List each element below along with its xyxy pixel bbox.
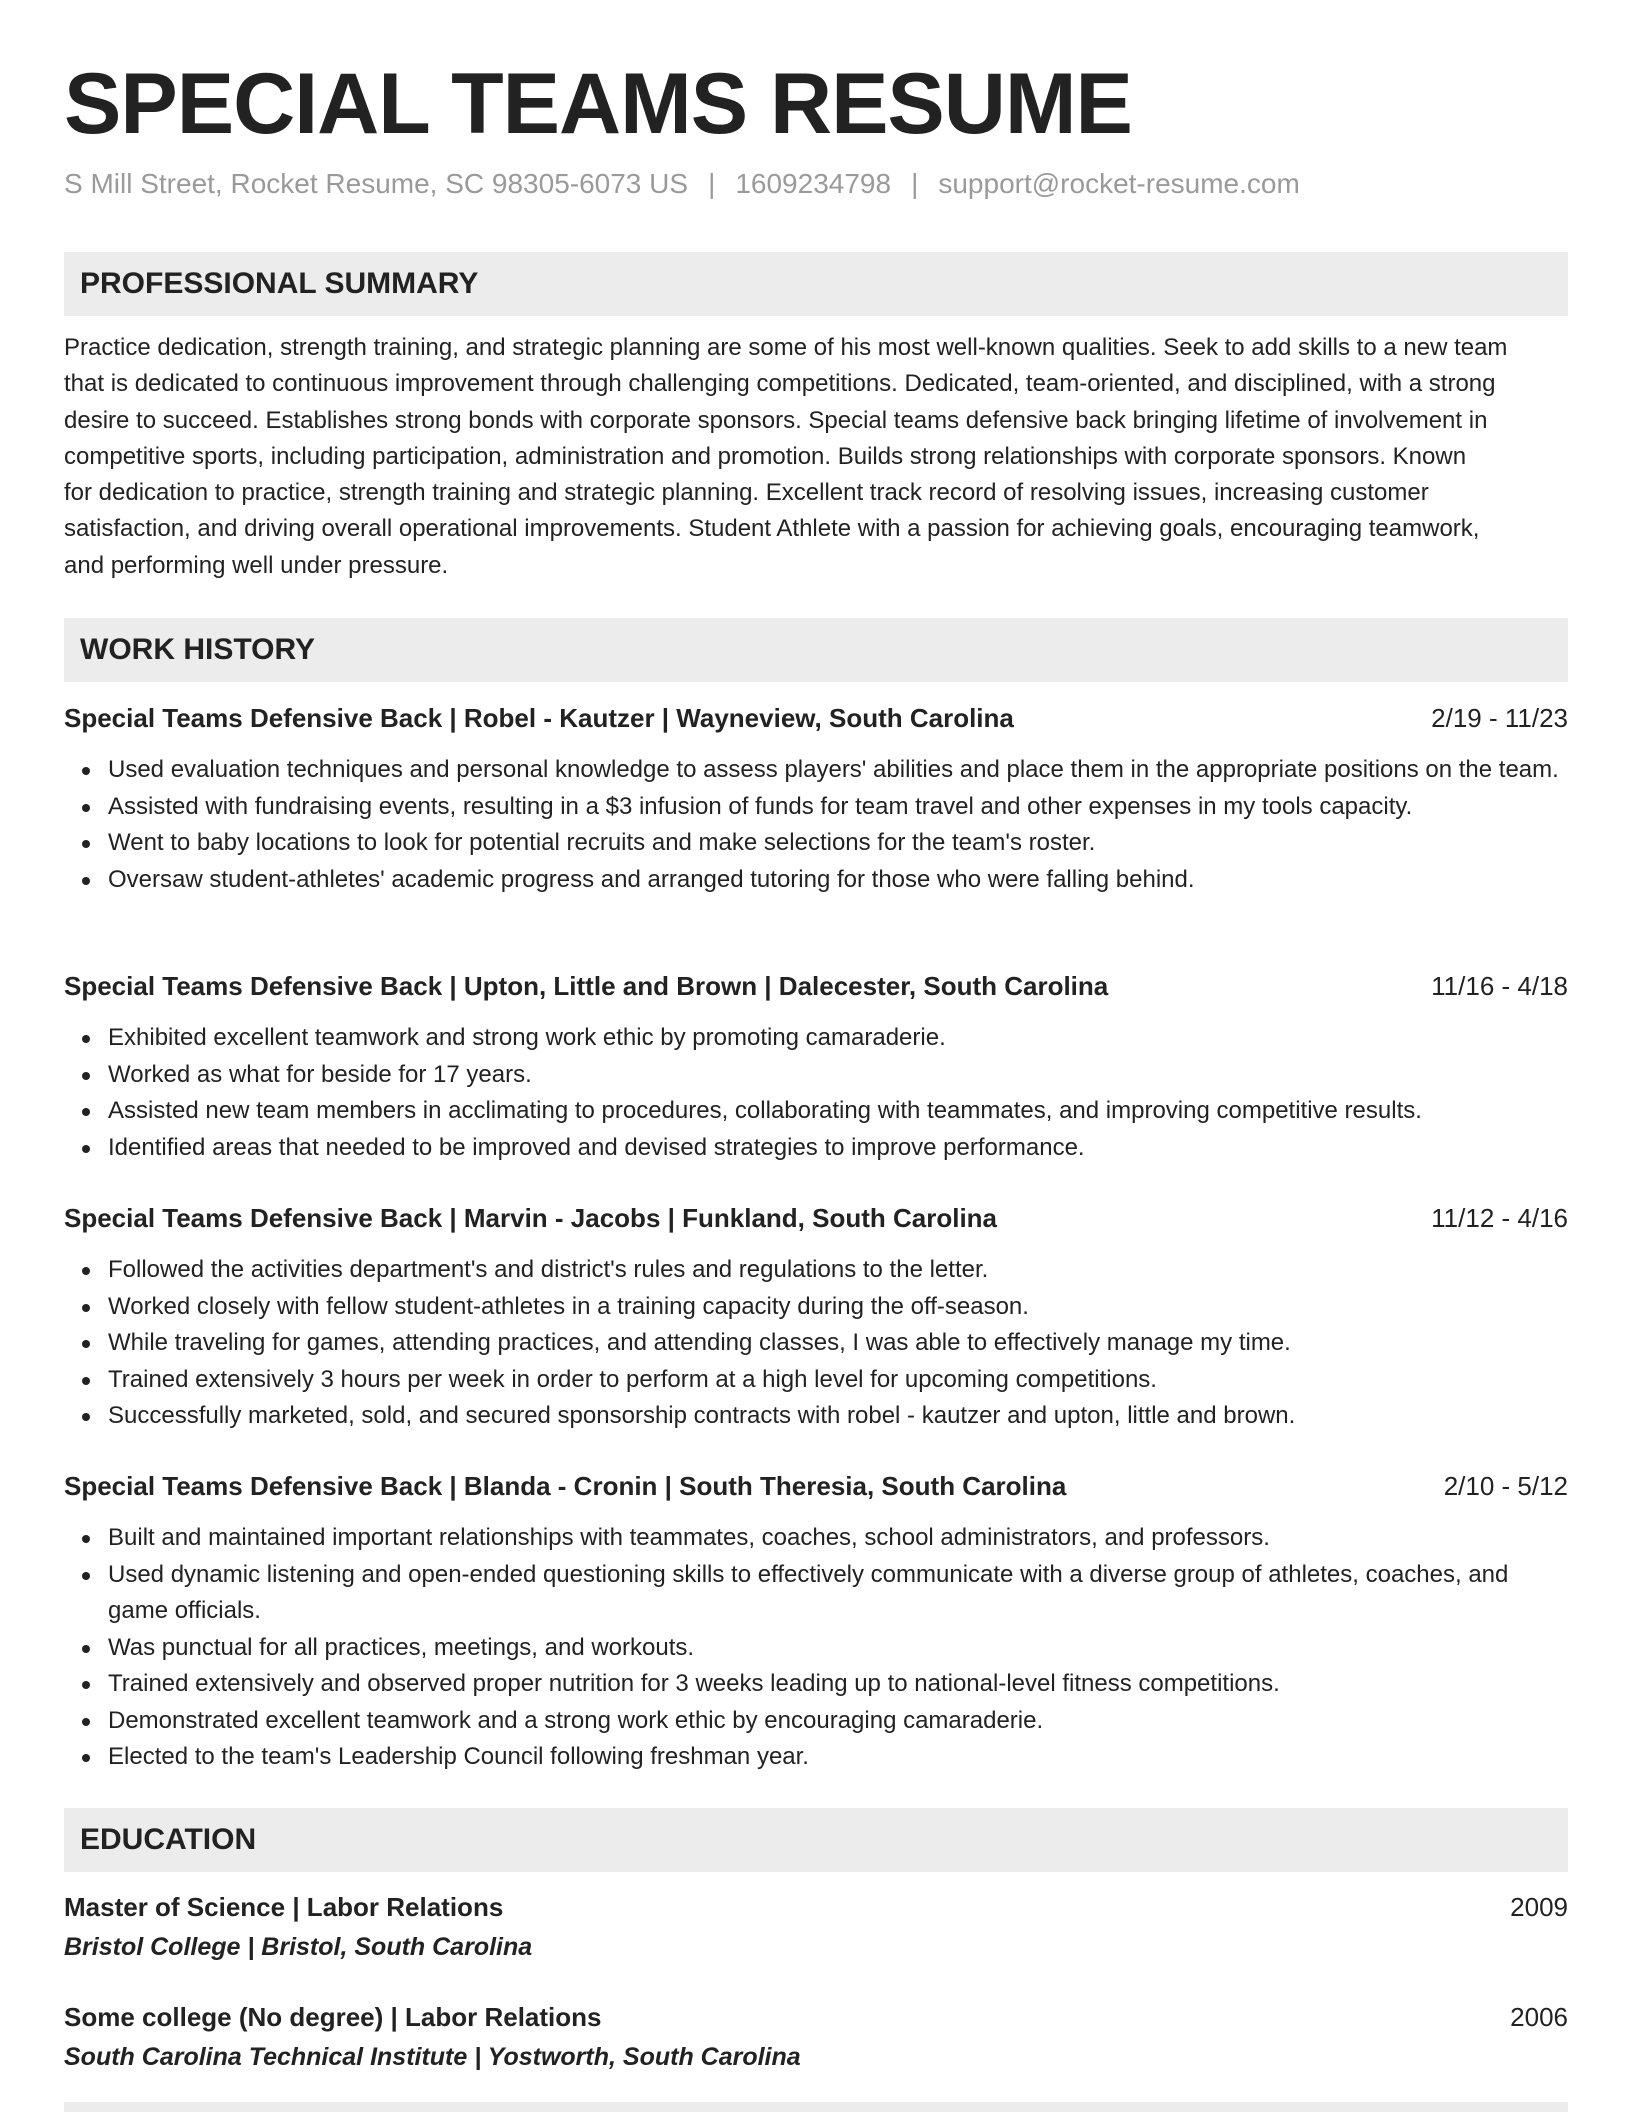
summary-text [64, 330, 1568, 584]
bullet-item: Trained extensively 3 hours per week in order to perform at a high level for upcoming competitions. [64, 1362, 1568, 1399]
bullet-item: Demonstrated excellent teamwork and a strong work ethic by encouraging camaraderie. [64, 1703, 1568, 1740]
job-header [64, 1200, 1568, 1236]
job-bullets [64, 1252, 1568, 1435]
bullet-icon [82, 1377, 90, 1385]
bullet-icon [82, 1645, 90, 1653]
job-title: Special Teams Defensive Back | Blanda - Cronin | South Theresia, South Carolina [64, 1471, 1067, 1501]
summary-line: satisfaction, and driving overall operational improvements. Student Athlete with a passion for achieving goals, encouraging teamwork, [64, 515, 1480, 543]
job-bullets [64, 752, 1568, 898]
bullet-item: Went to baby locations to look for potential recruits and make selections for the team's roster. [64, 825, 1568, 862]
job-bullets [64, 1520, 1568, 1776]
phone: 1609234798 [735, 168, 892, 199]
bullet-item: Trained extensively and observed proper nutrition for 3 weeks leading up to national-level fitness competitions. [64, 1666, 1568, 1703]
bullet-item: Used dynamic listening and open-ended questioning skills to effectively communicate with a diverse group of athletes, coaches, and game officials. [64, 1557, 1568, 1630]
resume-title: SPECIAL TEAMS RESUME [64, 56, 1132, 152]
summary-line: for dedication to practice, strength training and strategic planning. Excellent track record of resolving issues, increasing customer [64, 479, 1429, 507]
bullet-item: Successfully marketed, sold, and secured sponsorship contracts with robel - kautzer and upton, little and brown. [64, 1398, 1568, 1435]
bullet-item: Assisted with fundraising events, resulting in a $3 infusion of funds for team travel and other expenses in my tools capacity. [64, 789, 1568, 826]
bullet-icon [82, 1535, 90, 1543]
bullet-item: Exhibited excellent teamwork and strong work ethic by promoting camaraderie. [64, 1020, 1568, 1057]
bullet-item: Worked closely with fellow student-athletes in a training capacity during the off-season. [64, 1289, 1568, 1326]
bullet-item: Oversaw student-athletes' academic progress and arranged tutoring for those who were falling behind. [64, 862, 1568, 899]
bullet-icon [82, 1267, 90, 1275]
bullet-icon [82, 1145, 90, 1153]
bullet-icon [82, 1413, 90, 1421]
degree: Some college (No degree) | Labor Relations [64, 2002, 602, 2032]
job-title: Special Teams Defensive Back | Upton, Little and Brown | Dalecester, South Carolina [64, 971, 1109, 1001]
bullet-icon [82, 1572, 90, 1580]
job-dates: 11/16 - 4/18 [1431, 971, 1568, 1001]
job-entry [64, 700, 1568, 893]
graduation-year: 2006 [1510, 2002, 1568, 2032]
contact-line [64, 166, 1300, 202]
job-dates: 11/12 - 4/16 [1431, 1203, 1568, 1233]
contact-separator: | [708, 168, 716, 199]
bullet-icon [82, 1108, 90, 1116]
job-entry [64, 968, 1568, 1161]
bullet-icon [82, 804, 90, 812]
bullet-item: Assisted new team members in acclimating to procedures, collaborating with teammates, and improving competitive results. [64, 1093, 1568, 1130]
summary-line: Practice dedication, strength training, and strategic planning are some of his most well-known qualities. Seek to add skills to a new team [64, 334, 1508, 361]
bullet-icon [82, 767, 90, 775]
bullet-icon [82, 1035, 90, 1043]
bullet-item: Worked as what for beside for 17 years. [64, 1057, 1568, 1094]
job-entry [64, 1200, 1568, 1429]
bullet-icon [82, 1304, 90, 1312]
education-entry [64, 1889, 1568, 1961]
summary-line: desire to succeed. Establishes strong bonds with corporate sponsors. Special teams defensive back bringing lifetime of involvement in [64, 406, 1488, 434]
bullet-item: Was punctual for all practices, meetings, and workouts. [64, 1630, 1568, 1667]
summary-line: that is dedicated to continuous improvement through challenging competitions. Dedicated, team-oriented, and disciplined, with a strong [64, 370, 1496, 398]
school: Bristol College | Bristol, South Carolina [64, 1933, 533, 1961]
degree: Master of Science | Labor Relations [64, 1892, 504, 1922]
job-header [64, 700, 1568, 736]
bullet-icon [82, 1340, 90, 1348]
job-bullets [64, 1020, 1568, 1166]
education-header [64, 1889, 1568, 1925]
bullet-item: While traveling for games, attending practices, and attending classes, I was able to effectively manage my time. [64, 1325, 1568, 1362]
section-heading-education: EDUCATION [64, 1808, 1568, 1872]
bullet-item: Followed the activities department's and district's rules and regulations to the letter. [64, 1252, 1568, 1289]
bullet-icon [82, 1681, 90, 1689]
job-header [64, 968, 1568, 1004]
section-heading-summary: PROFESSIONAL SUMMARY [64, 252, 1568, 316]
bullet-icon [82, 1718, 90, 1726]
address: S Mill Street, Rocket Resume, SC 98305-6073 US [64, 168, 689, 199]
bullet-item: Built and maintained important relationships with teammates, coaches, school administrators, and professors. [64, 1520, 1568, 1557]
bullet-item: Used evaluation techniques and personal knowledge to assess players' abilities and place them in the appropriate positions on the team. [64, 752, 1568, 789]
job-header [64, 1468, 1568, 1504]
bullet-item: Identified areas that needed to be improved and devised strategies to improve performance. [64, 1130, 1568, 1167]
job-dates: 2/19 - 11/23 [1431, 703, 1568, 733]
summary-line: competitive sports, including participation, administration and promotion. Builds strong relationships with corporate sponsors. Known [64, 442, 1467, 470]
job-entry [64, 1468, 1568, 1770]
section-heading-work: WORK HISTORY [64, 618, 1568, 682]
summary-line: and performing well under pressure. [64, 551, 449, 579]
graduation-year: 2009 [1510, 1892, 1568, 1922]
bullet-icon [82, 840, 90, 848]
job-dates: 2/10 - 5/12 [1443, 1471, 1568, 1501]
section-divider [64, 2102, 1568, 2112]
contact-separator: | [911, 168, 919, 199]
education-entry [64, 1999, 1568, 2071]
email-link[interactable]: support@rocket-resume.com [938, 168, 1300, 199]
bullet-item: Elected to the team's Leadership Council following freshman year. [64, 1739, 1568, 1776]
bullet-icon [82, 877, 90, 885]
education-header [64, 1999, 1568, 2035]
job-title: Special Teams Defensive Back | Robel - Kautzer | Wayneview, South Carolina [64, 703, 1014, 733]
bullet-icon [82, 1754, 90, 1762]
job-title: Special Teams Defensive Back | Marvin - Jacobs | Funkland, South Carolina [64, 1203, 998, 1233]
school: South Carolina Technical Institute | Yostworth, South Carolina [64, 2043, 801, 2071]
bullet-icon [82, 1072, 90, 1080]
